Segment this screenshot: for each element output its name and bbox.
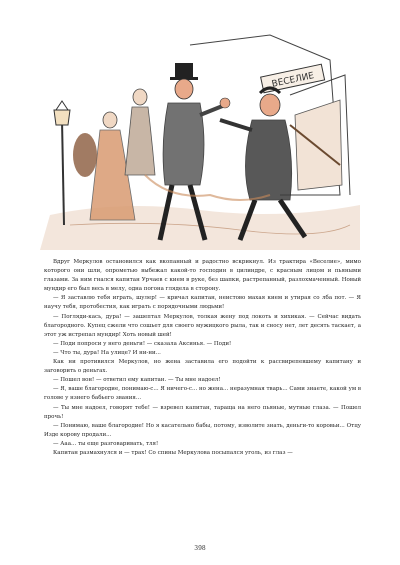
story-text	[44, 258, 361, 458]
sign-text: ВЕСЕЛИЕ	[270, 71, 316, 90]
paragraph: Капитан размахнулся и — трах! Со спины Меркулова посыпался уголь, из глаз —	[53, 449, 293, 456]
page-number: 398	[194, 545, 206, 552]
paragraph: — Поди попроси у него деньги! — сказала Аксинья. — Поди!	[53, 340, 232, 347]
paragraph: — Погляди-кась, дура! — зашептал Меркулов, толкая жену под локоть и хихикая. — Сейчас видать благородного. Купец сжели что сошьет для своего мужицкого рыла, так и сносу нет, лет десять таскает, а этот уж истрепал мундир! Хоть новый шей!	[44, 313, 361, 338]
illustration-drawing	[40, 25, 362, 250]
paragraph: — Понимаю, ваше благородие! Но я касательно бабы, потому, изволите знать, деньги-то коровьи... Отцу Изде корову продали...	[44, 422, 361, 438]
street-scene-illustration	[40, 25, 362, 250]
paragraph: — Пошел вон! — ответил ему капитан. — Ты мне надоел!	[53, 377, 221, 384]
paragraph: Вдруг Меркулов остановился как вкопанный и радостно вскрикнул. Из трактира «Веселие», мимо которого они шли, опрометью выбежал какой-то господин в цилиндре, с красным лицом и пьяными глазами. За ним гнался капитан Урчаев с кием в руке, без шапки, растрепанный, разлохмаченный. Новый мундир его был весь в мелу, одна погона глядела в сторону.	[44, 259, 361, 293]
paragraph: — Ааа... ты еще разговаривать, тля!	[53, 440, 159, 447]
paragraph: — Я заставлю тебя играть, шулер! — кричал капитан, неистово махая кием и утирая со лба пот. — Я научу тебя, протобестия, как играть с порядочными людьми!	[44, 295, 361, 311]
paragraph: — Я, ваше благородие, понимаю-с... Я ничего-с... но жена... неразумная тварь... Сами знаете, какой ум в голове у нзнего бабьего звания...	[44, 386, 361, 402]
paragraph: Как ни противился Меркулов, но жена заставила его подойти к рассвирепевшему капитану и заговорить о деньгах.	[44, 359, 361, 375]
paragraph: — Ты мне надоел, говорят тебе! — взревел капитан, тараща на него пьяные, мутные глаза. — Пошел прочь!	[44, 404, 361, 420]
paragraph: — Что ты, дура! На улице? И ни-ни...	[53, 349, 161, 356]
